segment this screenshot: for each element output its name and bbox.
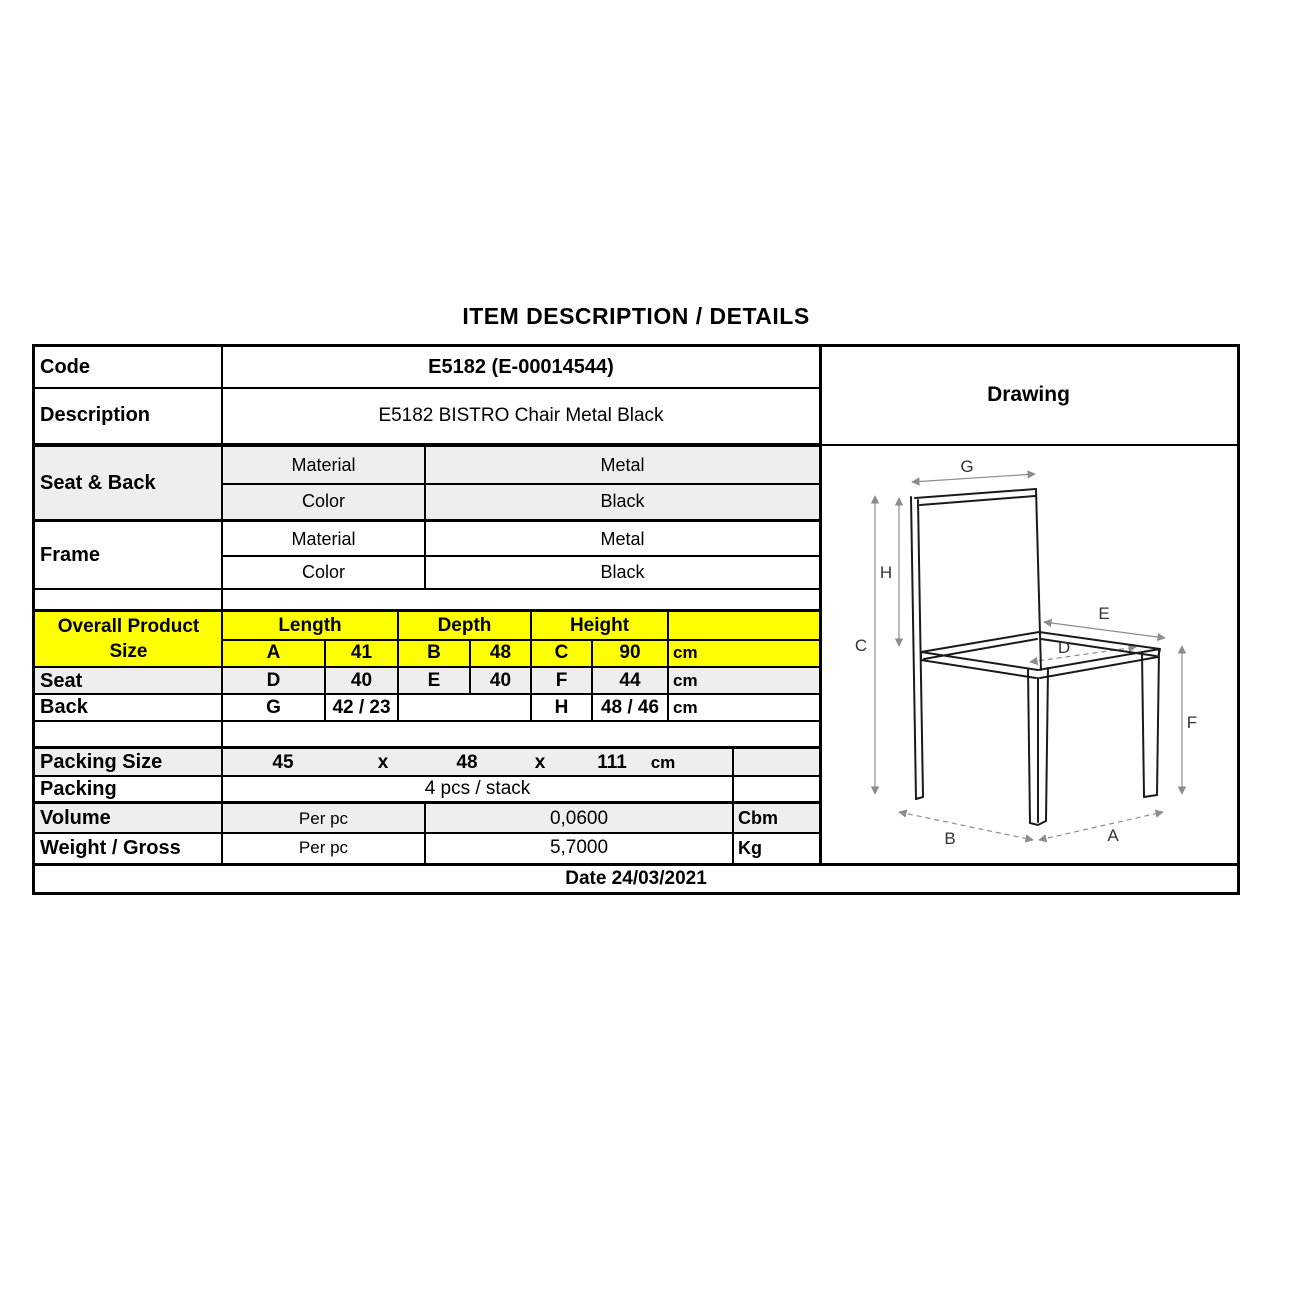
- size-header-label: [35, 612, 222, 666]
- dim-line-d: [1030, 647, 1136, 662]
- seatback-material-label: Material: [291, 455, 356, 475]
- overall-unit: cm: [673, 643, 698, 662]
- frame-color-label: Color: [301, 562, 345, 582]
- back-length-letter: G: [266, 696, 281, 718]
- seat-length-value: 40: [350, 670, 373, 691]
- seatback-material-value: Metal: [600, 455, 645, 475]
- height-header: Height: [569, 615, 630, 636]
- packing-label: Packing: [40, 777, 117, 800]
- back-unit: cm: [673, 697, 698, 717]
- seat-height-letter: F: [555, 670, 568, 691]
- dim-label-f: F: [1186, 713, 1198, 732]
- dimension-labels: [855, 457, 1197, 848]
- overall-height-letter: C: [554, 642, 569, 663]
- back-height-value: 48 / 46: [600, 696, 660, 718]
- overall-length-letter: A: [266, 642, 281, 663]
- back-length-value: 42 / 23: [332, 696, 391, 718]
- seat-length-letter: D: [266, 670, 281, 691]
- size-header-line2: Size: [109, 641, 148, 662]
- code-value: E5182 (E-00014544): [428, 356, 614, 378]
- dim-line-b: [899, 812, 1033, 840]
- volume-per-pc: Per pc: [298, 808, 349, 828]
- volume-value: 0,0600: [549, 807, 609, 829]
- volume-label: Volume: [40, 807, 111, 829]
- dim-label-d: D: [1057, 638, 1071, 657]
- weight-label: Weight / Gross: [40, 836, 181, 859]
- dim-line-a: [1039, 812, 1163, 840]
- depth-header: Depth: [437, 615, 492, 636]
- overall-height-value: 90: [619, 642, 641, 663]
- size-header-line1: Overall Product: [57, 615, 200, 637]
- packing-size-w: 45: [272, 751, 294, 773]
- chair-drawing: [820, 446, 1237, 864]
- spec-table: [32, 344, 1240, 895]
- dim-label-e: E: [1098, 604, 1110, 623]
- dim-label-h: H: [879, 563, 893, 582]
- frame-color-value: Black: [600, 562, 645, 582]
- description-label: Description: [40, 404, 151, 426]
- weight-per-pc: Per pc: [298, 838, 349, 857]
- frame-material-value: Metal: [600, 528, 645, 549]
- dim-label-g: G: [960, 457, 974, 476]
- length-header: Length: [278, 615, 342, 636]
- frame-material-label: Material: [291, 528, 356, 549]
- date-row: Date 24/03/2021: [565, 868, 707, 889]
- seat-height-value: 44: [619, 670, 641, 691]
- seatback-color-label: Color: [301, 491, 345, 511]
- overall-length-value: 41: [350, 642, 373, 663]
- seatback-color-value: Black: [600, 491, 645, 511]
- page-title: ITEM DESCRIPTION / DETAILS: [462, 303, 810, 329]
- packing-size-d: 48: [456, 751, 478, 773]
- description-value: E5182 BISTRO Chair Metal Black: [378, 404, 664, 426]
- packing-size-label: Packing Size: [40, 751, 163, 773]
- back-row-label: Back: [40, 696, 88, 718]
- drawing-header: Drawing: [987, 383, 1070, 406]
- volume-unit: Cbm: [738, 808, 778, 828]
- dim-label-b: B: [944, 829, 956, 848]
- chair-outline: [911, 489, 1160, 825]
- seat-depth-letter: E: [427, 670, 441, 691]
- seat-unit: cm: [673, 671, 698, 690]
- back-height-letter: H: [554, 696, 569, 718]
- packing-size-x2: x: [534, 751, 546, 773]
- overall-depth-value: 48: [489, 642, 512, 663]
- dim-label-a: A: [1107, 826, 1119, 845]
- dim-label-c: C: [854, 636, 868, 655]
- frame-group-label: Frame: [40, 544, 101, 566]
- packing-size-h: 111: [597, 751, 627, 773]
- weight-unit: Kg: [738, 837, 762, 858]
- packing-value: 4 pcs / stack: [424, 778, 531, 799]
- packing-size-values: [222, 749, 733, 776]
- packing-size-unit: cm: [650, 752, 676, 772]
- weight-value: 5,7000: [549, 837, 609, 858]
- overall-depth-letter: B: [427, 642, 441, 663]
- code-label: Code: [40, 356, 90, 378]
- seat-depth-value: 40: [489, 670, 512, 691]
- packing-size-x1: x: [377, 751, 389, 773]
- seat-row-label: Seat: [40, 669, 83, 692]
- seatback-group-label: Seat & Back: [40, 471, 156, 494]
